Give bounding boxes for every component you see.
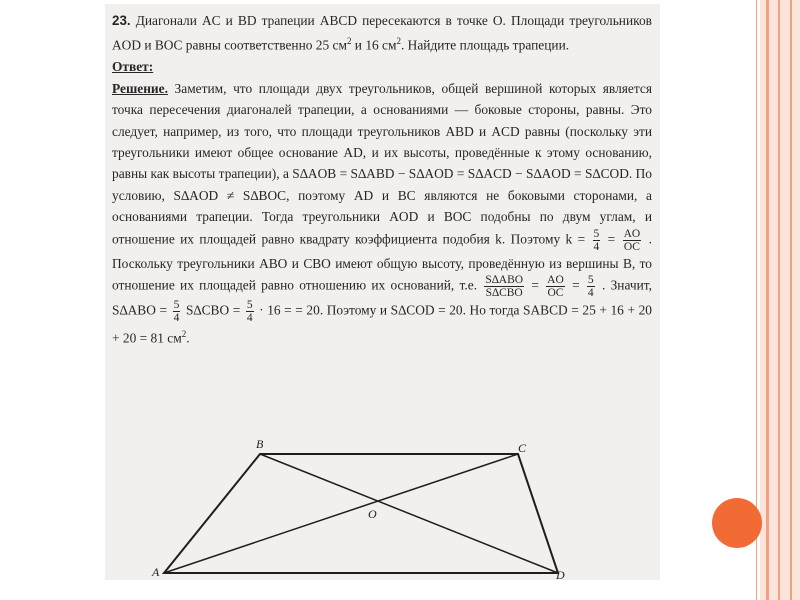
solution-label: Решение. [112,80,168,96]
frame-border-line [790,0,792,600]
fraction [546,274,565,299]
solution-text: S∆CBO = [185,302,241,318]
solution-text: . Поскольку треугольники ABO и CBO имеют общую высоту, проведённую из вершины B, то отношение их площадей равно отношению их оснований, т.е. [112,231,652,293]
fraction [484,274,524,299]
diagonal-ac [164,454,518,573]
problem-statement [112,10,652,56]
equals-sign: = [572,277,580,293]
solution-text: . Значит, S∆ABO = [112,277,652,318]
numerator: 5 [173,298,180,311]
problem-text: . Найдите площадь трапеции. [400,37,570,53]
trapezoid-figure [140,438,580,580]
equals-sign: = [607,231,616,247]
power: 2 [346,36,352,47]
power: 2 [396,36,401,47]
solution-paragraph [112,78,652,349]
denominator: 4 [246,311,253,324]
numerator: AO [623,227,641,240]
vertex-label-b: B [256,438,264,451]
denominator: S∆CBO [485,286,523,299]
diagonal-bd [260,454,558,573]
numerator: AO [547,273,564,286]
problem-text: и 16 см [351,37,397,53]
frame-border-line [766,0,769,600]
power: 2 [181,328,187,339]
denominator: 4 [173,311,180,324]
fraction [593,228,601,253]
fraction [246,299,254,324]
period: . [186,330,190,346]
vertex-label-d: D [556,568,565,580]
vertex-label-a: A [152,565,160,579]
numerator: 5 [246,298,253,311]
frame-border-line [778,0,780,600]
fraction [173,299,181,324]
numerator: 5 [593,227,600,240]
solution-text: · 16 = = 20. Поэтому и S∆COD = 20. Но тогда SABCD = 25 + 16 + 20 + 20 = 81 см [112,302,652,346]
solution-text: Заметим, что площади двух треугольников, общей вершиной которых является точка пересечения диагоналей трапеции, а основаниями — боковые стороны, равны. Это следует, например, из того, что площади треугольников ABD и ACD равны (поскольку эти треугольники имеют общее основание AD, и их высоты, проведённые к этому основанию, равны как высоты трапеции), а S∆AOB = S∆ABD − S∆AOD = S∆ACD − S∆AOD = S∆COD. По условию, S∆AOD ≠ S∆BOC, поэтому AD и BC являются не боковыми сторонами, а основаниями трапеции. Тогда треугольники AOD и BOC подобны по двум углам, и отношение их площадей равно квадрату коэффициента подобия k. [112,80,652,247]
numerator: S∆ABO [485,273,524,286]
equals-sign: = [531,277,539,293]
problem-number: 23. [112,13,131,28]
fraction [623,228,642,253]
answer-label: Ответ: [112,59,154,75]
denominator: OC [547,286,564,299]
denominator: OC [623,240,640,253]
trapezoid-outline [164,454,558,573]
denominator: 4 [587,286,594,299]
solution-text: Поэтому k = [510,231,586,247]
problem-text-block [112,10,652,349]
vertex-label-c: C [518,441,527,455]
answer-line [112,56,652,77]
denominator: 4 [593,240,600,253]
fraction [587,274,595,299]
point-label-o: O [368,507,377,521]
numerator: 5 [587,273,594,286]
orange-circle-decoration [712,498,762,548]
problem-text: Диагонали AC и BD трапеции ABCD пересекаются в точке O. Площади треугольников AOD и BOC равны соответственно 25 см [112,13,652,53]
